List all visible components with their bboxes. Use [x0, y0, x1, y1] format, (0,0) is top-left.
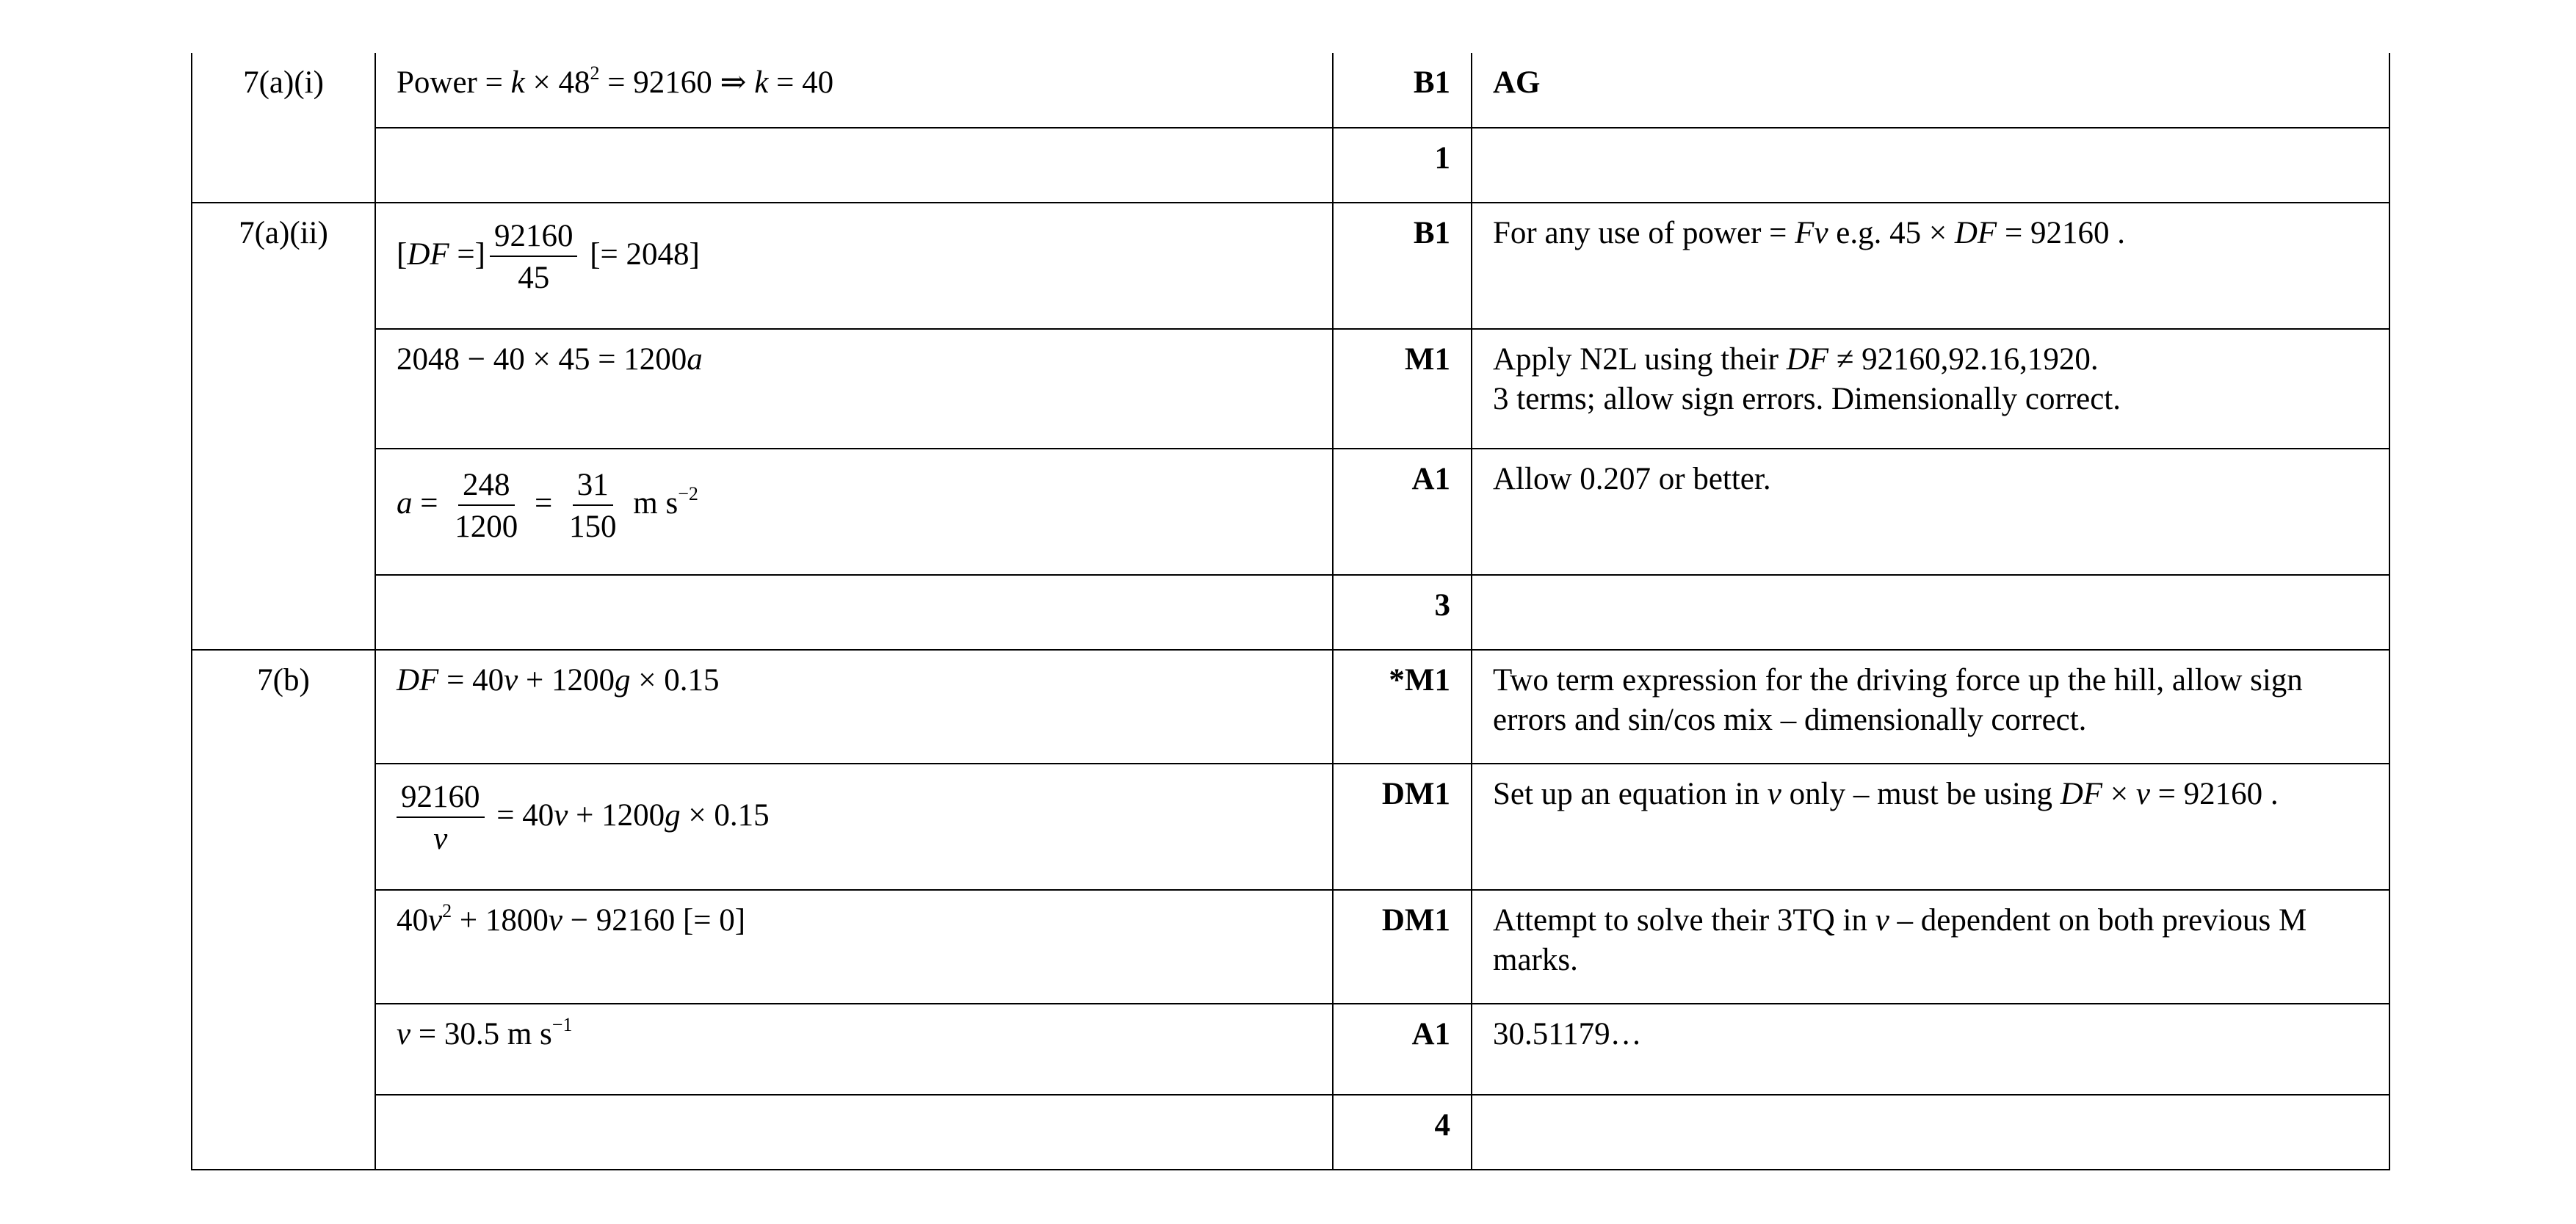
table-row	[192, 575, 2389, 650]
mark-cell: A1	[1333, 449, 1472, 575]
answer-cell	[375, 53, 1333, 128]
guidance-cell: AG	[1472, 53, 2389, 128]
mark-cell: DM1	[1333, 764, 1472, 890]
table-row	[192, 1095, 2389, 1170]
answer-cell	[375, 575, 1333, 650]
mark-cell: DM1	[1333, 890, 1472, 1004]
answer-expression: a = $\frac{248}{1200}$ = $\frac{31}{150}$ m $s^{-2}$	[397, 468, 698, 545]
question-number: 7(a)(ii)	[192, 203, 375, 650]
table-row	[192, 203, 2389, 329]
answer-expression: $40v^2 + 1800v - 92160$ [= 0]	[397, 900, 746, 938]
guidance-cell: For any use of power = Fv e.g. 45 × DF = 92160 .	[1472, 203, 2389, 329]
table-row	[192, 449, 2389, 575]
table-row	[192, 128, 2389, 203]
total-mark: 4	[1333, 1095, 1472, 1170]
answer-cell	[375, 449, 1333, 575]
table-row	[192, 650, 2389, 764]
question-number: 7(a)(i)	[192, 53, 375, 203]
table-row	[192, 890, 2389, 1004]
answer-cell	[375, 128, 1333, 203]
mark-scheme-table	[191, 53, 2390, 1170]
fraction: $\frac{248}{1200}$	[455, 468, 518, 545]
fraction: $\frac{92160}{45}$	[490, 220, 578, 294]
table-row	[192, 53, 2389, 128]
answer-expression: [DF =] $\frac{92160}{45}$ [= 2048]	[397, 219, 700, 296]
mark-cell: M1	[1333, 329, 1472, 449]
guidance-cell: Set up an equation in v only – must be using DF × v = 92160 .	[1472, 764, 2389, 890]
mark-cell: A1	[1333, 1004, 1472, 1095]
guidance-cell: Apply N2L using their DF ≠ 92160,92.16,1920. 3 terms; allow sign errors. Dimensionally correct.	[1472, 329, 2389, 449]
total-mark: 3	[1333, 575, 1472, 650]
mark-cell: *M1	[1333, 650, 1472, 764]
question-number: 7(b)	[192, 650, 375, 1170]
guidance-cell: Two term expression for the driving force up the hill, allow sign errors and sin/cos mix – dimensionally correct.	[1472, 650, 2389, 764]
table-row	[192, 1004, 2389, 1095]
table-row	[192, 764, 2389, 890]
answer-expression: v = 30.5 m $s^{-1}$	[397, 1014, 573, 1051]
answer-cell	[375, 1004, 1333, 1095]
guidance-cell: Attempt to solve their 3TQ in v – dependent on both previous M marks.	[1472, 890, 2389, 1004]
fraction: $\frac{31}{150}$	[569, 468, 617, 545]
guidance-cell: Allow 0.207 or better.	[1472, 449, 2389, 575]
answer-cell	[375, 650, 1333, 764]
guidance-cell	[1472, 1095, 2389, 1170]
fraction: $\frac{92160}{v}$	[397, 781, 485, 855]
answer-cell	[375, 1095, 1333, 1170]
guidance-cell: 30.51179…	[1472, 1004, 2389, 1095]
total-mark: 1	[1333, 128, 1472, 203]
table-row	[192, 329, 2389, 449]
mark-cell: B1	[1333, 53, 1472, 128]
guidance-cell	[1472, 575, 2389, 650]
guidance-cell	[1472, 128, 2389, 203]
answer-cell	[375, 329, 1333, 449]
answer-expression: 2048 − 40 × 45 = 1200a	[397, 342, 703, 377]
answer-cell	[375, 890, 1333, 1004]
answer-cell	[375, 764, 1333, 890]
answer-expression: Power = $k \times 48^2 = 92160$ ⇒ k = 40	[397, 62, 834, 100]
mark-cell: B1	[1333, 203, 1472, 329]
answer-expression: $\frac{92160}{v}$ = 40v + 1200g × 0.15	[397, 798, 770, 833]
answer-expression: DF = 40v + 1200g × 0.15	[397, 663, 720, 698]
answer-cell	[375, 203, 1333, 329]
